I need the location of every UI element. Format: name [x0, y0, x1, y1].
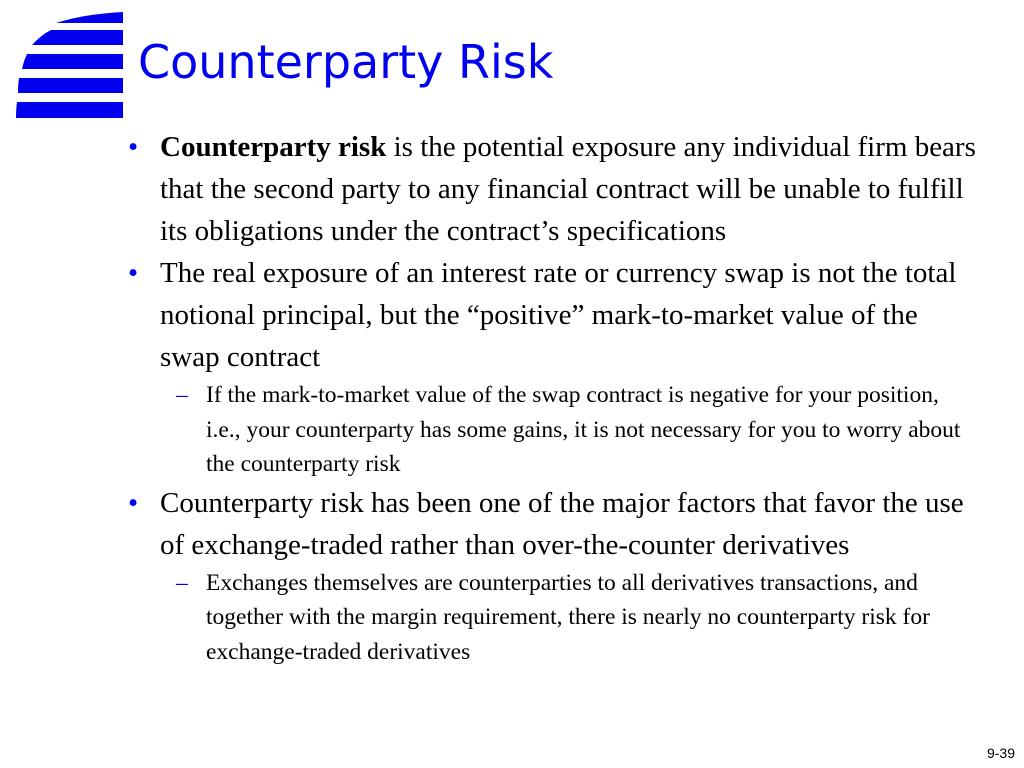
- sub-bullet-marker: –: [176, 382, 188, 408]
- bullet-marker: •: [128, 486, 139, 519]
- sub-bullet-item: [118, 378, 978, 482]
- bullet-item: [118, 126, 978, 252]
- slide-content: [118, 126, 978, 669]
- bullet-text: The real exposure of an interest rate or currency swap is not the total notional principal, but the “positive” mark-to-market value of the swap contract: [160, 257, 957, 373]
- bullet-text: is the potential exposure any individual firm bears that the second party to any financial contract will be unable to fulfill its obligations under the contract’s specifications: [160, 131, 976, 247]
- page-number: 9-39: [986, 745, 1015, 761]
- sub-bullet-text: Exchanges themselves are counterparties to all derivatives transactions, and together with the margin requirement, there is nearly no counterparty risk for exchange-traded derivatives: [206, 569, 930, 665]
- bullet-item: [118, 482, 978, 566]
- bold-term: Counterparty risk: [160, 131, 387, 163]
- bullet-marker: •: [128, 131, 139, 163]
- slide-title: Counterparty Risk: [138, 35, 554, 89]
- sub-bullet-text: If the mark-to-market value of the swap contract is negative for your position, i.e., your counterparty has some gains, it is not necessary for you to worry about the counterparty risk: [206, 382, 961, 477]
- bullet-item: [118, 252, 978, 378]
- bullet-marker: •: [128, 257, 139, 289]
- blue-stripes-logo-icon: [16, 12, 128, 120]
- sub-bullet-item: [118, 566, 978, 670]
- bullet-text: Counterparty risk has been one of the major factors that favor the use of exchange-traded rather than over-the-counter derivatives: [160, 486, 964, 561]
- sub-bullet-marker: –: [176, 569, 188, 596]
